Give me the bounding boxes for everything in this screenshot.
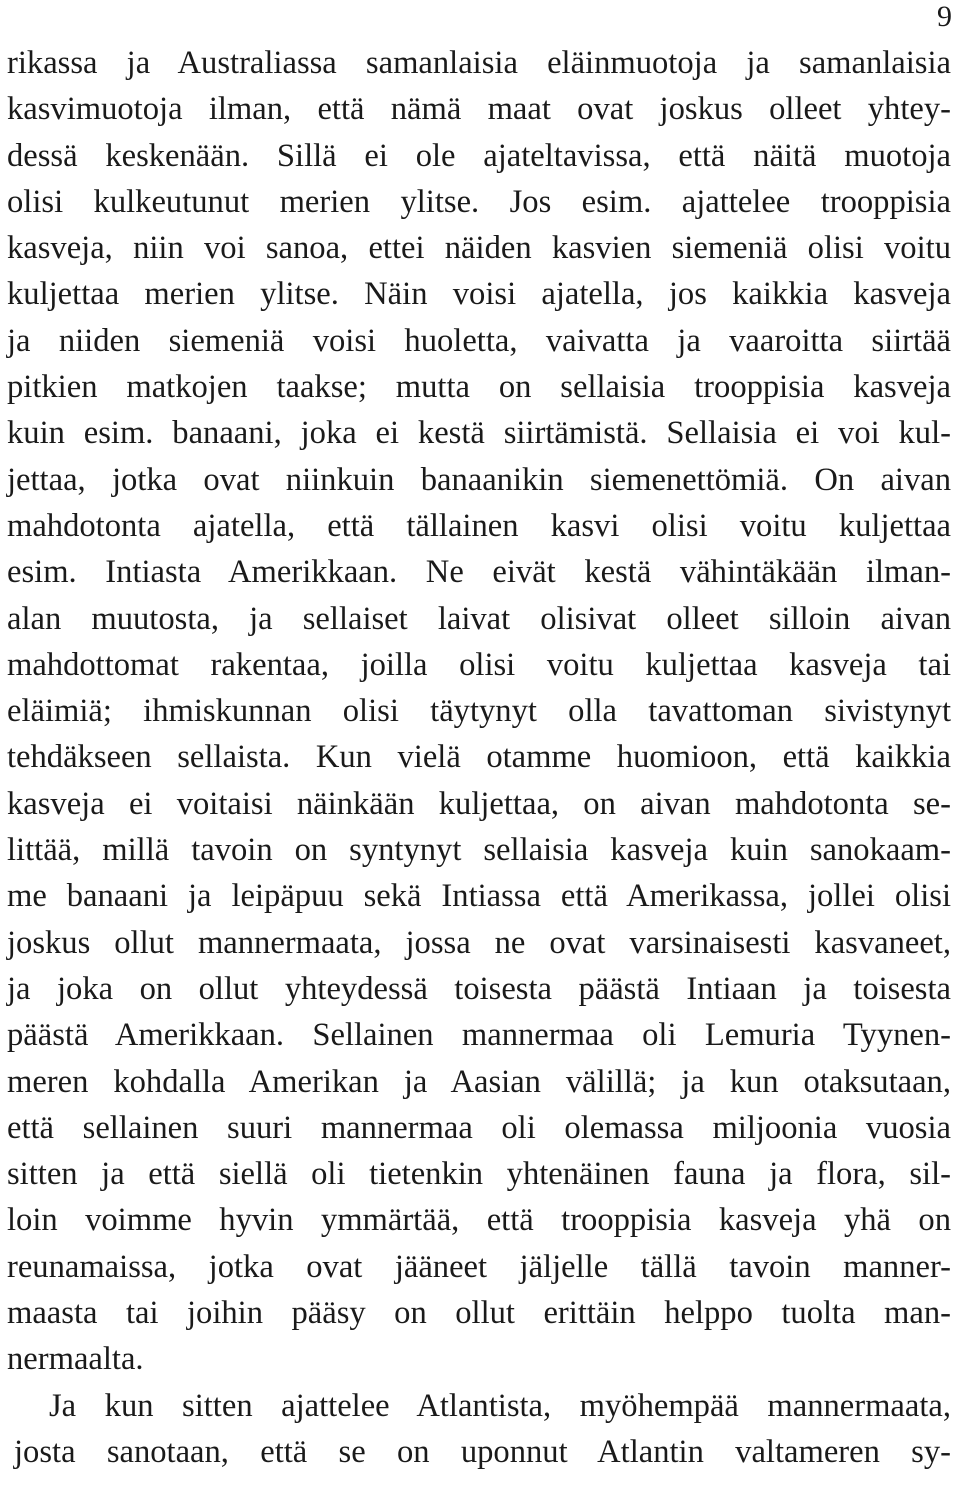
- text-line: joskus ollut mannermaata, jossa ne ovat varsinaisesti kasvaneet,: [7, 924, 951, 961]
- text-line: me banaani ja leipäpuu sekä Intiassa että Amerikassa, jollei olisi: [7, 878, 951, 915]
- page-number: 9: [937, 0, 952, 33]
- text-line: mahdottomat rakentaa, joilla olisi voitu kuljettaa kasveja tai: [7, 646, 951, 683]
- text-line: olisi kulkeutunut merien ylitse. Jos esim. ajattelee trooppisia: [7, 183, 951, 220]
- text-line: jettaa, jotka ovat niinkuin banaanikin siemenettömiä. On aivan: [7, 461, 951, 498]
- text-line: maasta tai joihin pääsy on ollut erittäin helppo tuolta man-: [7, 1295, 951, 1332]
- text-line: pitkien matkojen taakse; mutta on sellaisia trooppisia kasveja: [7, 369, 951, 406]
- body-text: [7, 40, 951, 1475]
- text-line: reunamaissa, jotka ovat jääneet jäljelle tällä tavoin manner-: [7, 1248, 951, 1285]
- paragraph-1: [7, 40, 951, 1383]
- text-line: ja niiden siemeniä voisi huoletta, vaivatta ja vaaroitta siirtää: [7, 322, 951, 359]
- text-line: kasvimuotoja ilman, että nämä maat ovat joskus olleet yhtey-: [7, 91, 951, 128]
- text-line: päästä Amerikkaan. Sellainen mannermaa oli Lemuria Tyynen-: [7, 1017, 951, 1054]
- text-line: kuin esim. banaani, joka ei kestä siirtämistä. Sellaisia ei voi kul-: [7, 415, 951, 452]
- text-line: kasveja, niin voi sanoa, ettei näiden kasvien siemeniä olisi voitu: [7, 230, 951, 267]
- text-line: rikassa ja Australiassa samanlaisia eläinmuotoja ja samanlaisia: [7, 45, 951, 81]
- text-line: ja joka on ollut yhteydessä toisesta päästä Intiaan ja toisesta: [7, 970, 951, 1007]
- text-line: tehdäkseen sellaista. Kun vielä otamme huomioon, että kaikkia: [7, 739, 951, 776]
- text-line: kasveja ei voitaisi näinkään kuljettaa, on aivan mahdotonta se-: [7, 785, 951, 822]
- text-line: josta sanotaan, että se on uponnut Atlantin valtameren sy-: [14, 1433, 951, 1470]
- text-line: littää, millä tavoin on syntynyt sellaisia kasveja kuin sanokaam-: [7, 832, 951, 869]
- text-line: sitten ja että siellä oli tietenkin yhtenäinen fauna ja flora, sil-: [7, 1156, 951, 1193]
- text-line: mahdotonta ajatella, että tällainen kasvi olisi voitu kuljettaa: [7, 507, 951, 544]
- text-line: alan muutosta, ja sellaiset laivat olisivat olleet silloin aivan: [7, 600, 951, 637]
- text-line: esim. Intiasta Amerikkaan. Ne eivät kestä vähintäkään ilman-: [7, 554, 951, 591]
- text-line: eläimiä; ihmiskunnan olisi täytynyt olla tavattoman sivistynyt: [7, 693, 951, 730]
- text-line: dessä keskenään. Sillä ei ole ajateltavissa, että näitä muotoja: [7, 137, 951, 174]
- text-line: loin voimme hyvin ymmärtää, että trooppisia kasveja yhä on: [7, 1202, 951, 1239]
- paragraph-2: [7, 1383, 951, 1476]
- text-line: nermaalta.: [7, 1341, 144, 1378]
- text-line: kuljettaa merien ylitse. Näin voisi ajatella, jos kaikkia kasveja: [7, 276, 951, 313]
- text-line: meren kohdalla Amerikan ja Aasian välillä; ja kun otaksutaan,: [7, 1063, 951, 1100]
- text-line: että sellainen suuri mannermaa oli olemassa miljoonia vuosia: [7, 1109, 951, 1146]
- text-line: Ja kun sitten ajattelee Atlantista, myöhempää mannermaata,: [49, 1387, 951, 1424]
